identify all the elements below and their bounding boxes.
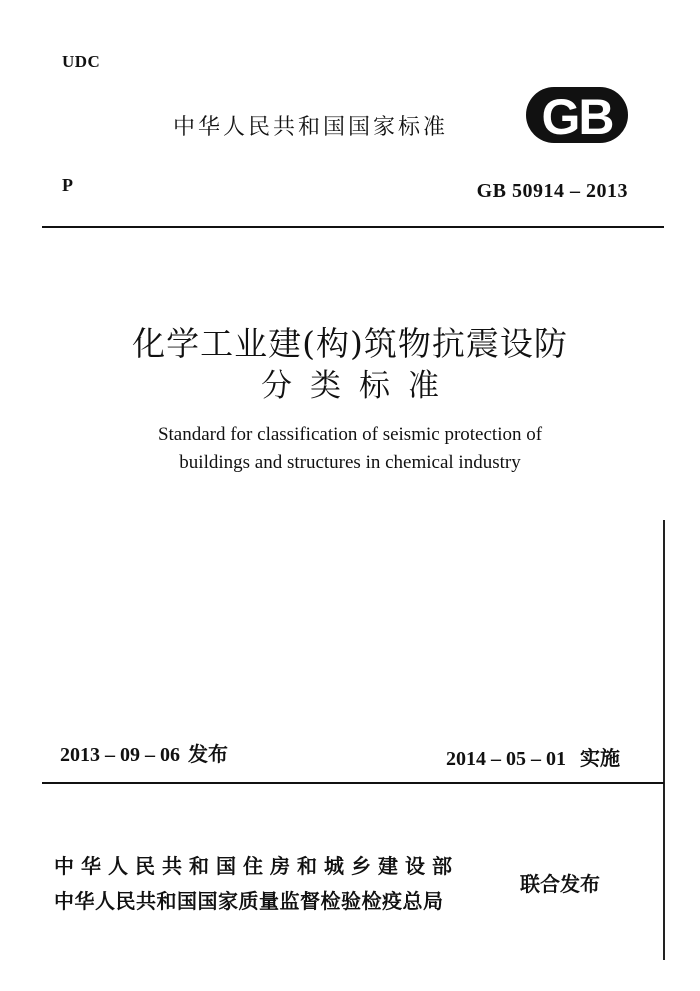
implementation-date: 2014 – 05 – 01 <box>446 748 566 770</box>
standard-number: GB 50914 – 2013 <box>476 180 628 202</box>
right-edge-line <box>663 520 665 960</box>
joint-issue-label: 联合发布 <box>520 872 600 896</box>
title-zh-line2: 分类标准 <box>261 368 457 404</box>
national-standard-heading: 中华人民共和国国家标准 <box>173 115 449 140</box>
issue-date-block <box>60 738 228 767</box>
bottom-divider <box>42 782 664 784</box>
issuer-line1: 中华人民共和国住房和城乡建设部 <box>54 854 459 878</box>
gb-logo-text: GB <box>541 89 613 145</box>
issue-label: 发布 <box>188 742 228 766</box>
issue-date: 2013 – 09 – 06 <box>60 744 180 766</box>
title-zh-line1: 化学工业建(构)筑物抗震设防 <box>132 324 568 363</box>
issuer-line2: 中华人民共和国国家质量监督检验检疫总局 <box>54 889 444 913</box>
implementation-date-block <box>446 742 620 771</box>
title-en-line2: buildings and structures in chemical industry <box>179 452 521 473</box>
gb-logo <box>516 84 634 146</box>
title-en-line1: Standard for classification of seismic protection of <box>157 424 543 445</box>
implementation-label: 实施 <box>580 746 620 770</box>
udc-label: UDC <box>62 52 101 71</box>
top-divider <box>42 226 664 228</box>
category-code: P <box>62 175 73 195</box>
